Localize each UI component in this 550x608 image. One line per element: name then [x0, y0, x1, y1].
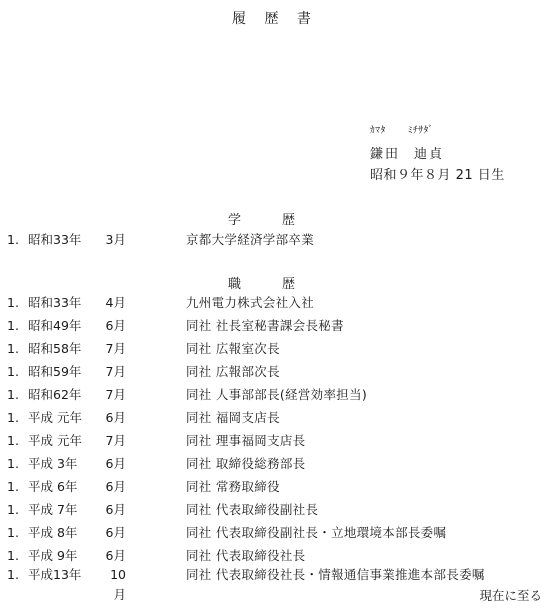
career-row: [0, 477, 550, 497]
person-name: [370, 143, 444, 162]
row-number: 1.: [7, 479, 19, 494]
row-era-year: 平成 8年: [28, 525, 78, 540]
row-month: 6月: [105, 502, 126, 517]
career-row: [0, 431, 550, 451]
row-era-year: 平成 7年: [28, 502, 78, 517]
row-month: 10月: [110, 567, 126, 602]
row-era-year: 平成 元年: [28, 410, 82, 425]
row-number: 1.: [7, 387, 19, 402]
row-month: 7月: [105, 341, 126, 356]
education-row: [0, 230, 550, 250]
row-month: 6月: [105, 318, 126, 333]
row-era-year: 平成13年: [28, 567, 82, 582]
row-number: 1.: [7, 364, 19, 379]
education-heading: 学 歴: [228, 213, 310, 228]
row-description: 同社 社長室秘書課会長秘書: [186, 318, 344, 333]
row-era-year: 平成 3年: [28, 456, 78, 471]
career-row: [0, 385, 550, 405]
row-number: 1.: [7, 525, 19, 540]
row-description: 同社 福岡支店長: [186, 410, 280, 425]
row-description: 同社 取締役総務部長: [186, 456, 306, 471]
row-era-year: 昭和33年: [28, 232, 82, 247]
row-era-year: 昭和58年: [28, 341, 82, 356]
row-month: 7月: [105, 387, 126, 402]
row-number: 1.: [7, 318, 19, 333]
career-row: [0, 293, 550, 313]
row-description: 九州電力株式会社入社: [186, 295, 315, 310]
career-row: [0, 546, 550, 566]
row-number: 1.: [7, 456, 19, 471]
furigana-given: ﾐﾁｻﾀﾞ: [407, 125, 434, 136]
row-era-year: 昭和33年: [28, 295, 82, 310]
row-era-year: 平成 元年: [28, 433, 82, 448]
row-era-year: 昭和49年: [28, 318, 82, 333]
furigana-family: ｶﾏﾀ: [370, 125, 386, 136]
career-row: [0, 316, 550, 336]
name-reading: [370, 122, 434, 136]
career-row: [0, 362, 550, 382]
birth-date: 昭和９年８月 21 日生: [370, 168, 505, 183]
row-month: 4月: [105, 295, 126, 310]
row-description: 同社 人事部部長(経営効率担当): [186, 387, 368, 402]
row-month: 6月: [105, 479, 126, 494]
row-number: 1.: [7, 410, 19, 425]
row-month: 3月: [105, 232, 126, 247]
row-era-year: 昭和62年: [28, 387, 82, 402]
row-month: 7月: [105, 364, 126, 379]
row-description: 同社 常務取締役: [186, 479, 280, 494]
row-description: 同社 代表取締役副社長・立地環境本部長委嘱: [186, 525, 447, 540]
row-description: 京都大学経済学部卒業: [186, 232, 315, 247]
row-number: 1.: [7, 433, 19, 448]
career-row: [0, 339, 550, 359]
row-description: 同社 代表取締役社長: [186, 548, 306, 563]
row-era-year: 昭和59年: [28, 364, 82, 379]
row-description: 同社 理事福岡支店長: [186, 433, 306, 448]
career-heading: 職 歴: [228, 277, 310, 292]
row-number: 1.: [7, 232, 19, 247]
row-description: 同社 代表取締役副社長: [186, 502, 319, 517]
row-description: 同社 広報部次長: [186, 364, 280, 379]
closing-note: 現在に至る: [479, 588, 542, 603]
row-month: 6月: [105, 410, 126, 425]
career-row: [0, 500, 550, 520]
career-row: [0, 523, 550, 543]
row-number: 1.: [7, 341, 19, 356]
row-number: 1.: [7, 567, 19, 582]
document-title: 履 歴 書: [232, 11, 318, 27]
row-number: 1.: [7, 548, 19, 563]
career-row: [0, 454, 550, 474]
row-era-year: 平成 6年: [28, 479, 78, 494]
name-family: 鎌田: [370, 147, 401, 162]
career-row: [0, 408, 550, 428]
row-description: 同社 広報室次長: [186, 341, 280, 356]
row-number: 1.: [7, 295, 19, 310]
row-month: 6月: [105, 548, 126, 563]
row-month: 6月: [105, 525, 126, 540]
row-number: 1.: [7, 502, 19, 517]
row-description: 同社 代表取締役社長・情報通信事業推進本部長委嘱: [186, 567, 485, 582]
row-era-year: 平成 9年: [28, 548, 78, 563]
row-month: 7月: [105, 433, 126, 448]
name-given: 迪貞: [414, 147, 445, 162]
row-month: 6月: [105, 456, 126, 471]
